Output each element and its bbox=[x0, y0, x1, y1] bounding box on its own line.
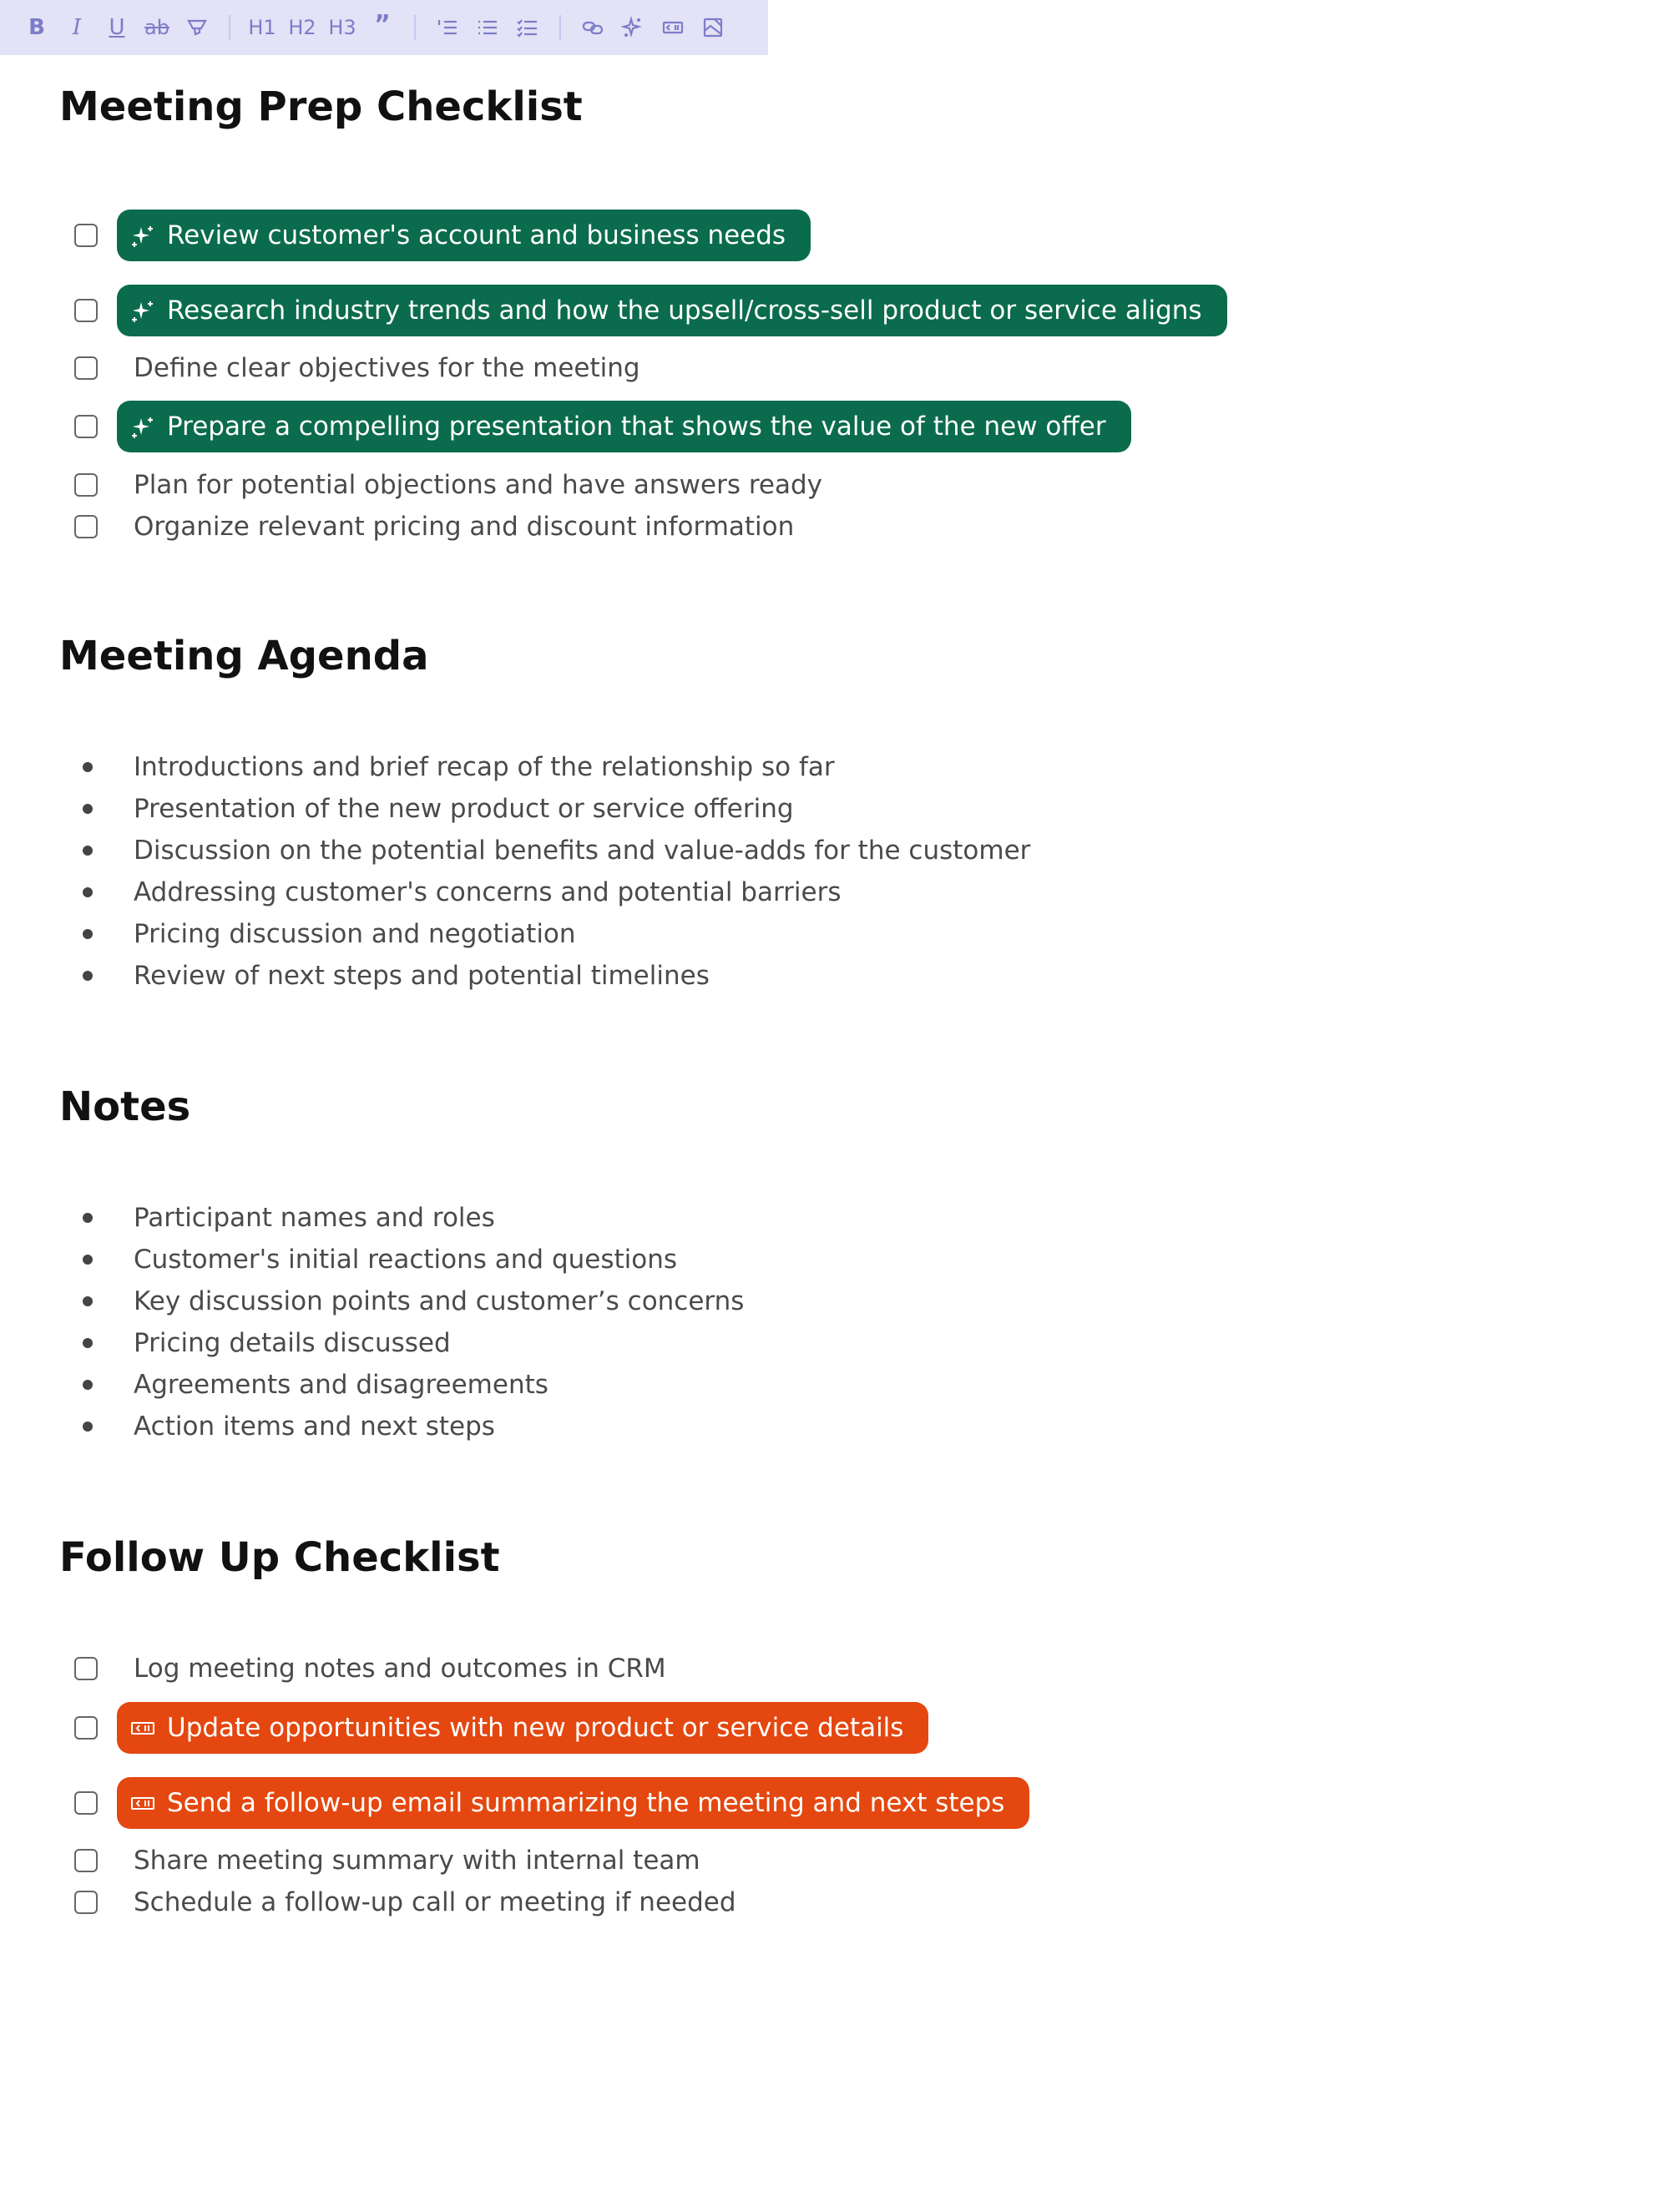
strikethrough-button[interactable]: ab bbox=[144, 16, 169, 39]
list-item-label: Customer's initial reactions and questions bbox=[134, 1245, 678, 1275]
bullet bbox=[83, 887, 93, 897]
checklist-item-label: Review customer's account and business needs bbox=[167, 220, 786, 250]
checkbox[interactable] bbox=[74, 473, 98, 497]
checkbox[interactable] bbox=[74, 415, 98, 438]
list-item bbox=[0, 1406, 1586, 1447]
action-pill[interactable] bbox=[117, 1702, 928, 1754]
list-item-label: Addressing customer's concerns and potential barriers bbox=[134, 877, 842, 907]
link-button[interactable] bbox=[573, 8, 613, 48]
checklist-item bbox=[0, 347, 1586, 389]
checklist-item bbox=[0, 290, 1586, 331]
list-item-label: Discussion on the potential benefits and value-adds for the customer bbox=[134, 836, 1031, 866]
checkbox[interactable] bbox=[74, 299, 98, 322]
checkbox[interactable] bbox=[74, 1791, 98, 1815]
checklist-icon bbox=[516, 16, 539, 39]
list-item-label: Agreements and disagreements bbox=[134, 1370, 548, 1400]
bullet bbox=[83, 971, 93, 981]
list-item-label: Review of next steps and potential timelines bbox=[134, 961, 710, 991]
numbered-list-button[interactable] bbox=[427, 8, 468, 48]
checklist-item bbox=[0, 464, 1586, 506]
list-item-label: Key discussion points and customer’s concerns bbox=[134, 1286, 745, 1316]
list-item bbox=[0, 955, 1586, 997]
list-item bbox=[0, 746, 1586, 788]
checklist-item bbox=[0, 1840, 1586, 1881]
checklist-button[interactable] bbox=[508, 8, 548, 48]
bullet bbox=[83, 1380, 93, 1390]
checklist-item bbox=[0, 506, 1586, 548]
ai-suggestion-pill[interactable] bbox=[117, 285, 1227, 336]
checkbox[interactable] bbox=[74, 356, 98, 380]
bullet-list-icon bbox=[476, 16, 499, 39]
list-item bbox=[0, 913, 1586, 955]
link-icon bbox=[581, 16, 604, 39]
heading-group bbox=[242, 4, 402, 51]
checkbox[interactable] bbox=[74, 1849, 98, 1872]
highlight-button[interactable] bbox=[177, 8, 217, 48]
checklist-item-label: Define clear objectives for the meeting bbox=[134, 353, 640, 383]
toolbar-divider bbox=[229, 15, 230, 40]
checklist-item-label: Share meeting summary with internal team bbox=[134, 1846, 700, 1876]
toolbar-divider bbox=[414, 15, 416, 40]
section-heading-follow-up: Follow Up Checklist bbox=[59, 1534, 500, 1581]
section-heading-meeting-prep: Meeting Prep Checklist bbox=[59, 83, 583, 130]
checkbox[interactable] bbox=[74, 1657, 98, 1680]
bullet bbox=[83, 846, 93, 856]
checklist-item-label: Plan for potential objections and have answers ready bbox=[134, 470, 823, 500]
list-item-label: Introductions and brief recap of the relationship so far bbox=[134, 752, 835, 782]
list-item bbox=[0, 1197, 1586, 1239]
checklist-item-label: Send a follow-up email summarizing the meeting and next steps bbox=[167, 1788, 1005, 1818]
numbered-list-icon bbox=[436, 16, 459, 39]
ai-sparkle-icon bbox=[129, 412, 157, 441]
ai-suggestion-pill[interactable] bbox=[117, 210, 811, 261]
bold-button[interactable]: B bbox=[28, 15, 45, 40]
checklist-item-label: Prepare a compelling presentation that shows the value of the new offer bbox=[167, 412, 1106, 442]
checkbox[interactable] bbox=[74, 515, 98, 538]
embed-button[interactable] bbox=[653, 8, 693, 48]
bullet bbox=[83, 1255, 93, 1265]
checkbox[interactable] bbox=[74, 224, 98, 247]
action-pill[interactable] bbox=[117, 1777, 1029, 1829]
list-item-label: Participant names and roles bbox=[134, 1203, 495, 1233]
checklist-item bbox=[0, 1782, 1586, 1824]
list-item bbox=[0, 871, 1586, 913]
toolbar-divider bbox=[559, 15, 561, 40]
embed-icon bbox=[661, 16, 685, 39]
checklist-item-label: Schedule a follow-up call or meeting if needed bbox=[134, 1887, 736, 1917]
embed-icon bbox=[129, 1789, 157, 1817]
list-item-label: Pricing discussion and negotiation bbox=[134, 919, 576, 949]
bullet bbox=[83, 1213, 93, 1223]
underline-button[interactable]: U bbox=[109, 15, 125, 40]
list-item bbox=[0, 788, 1586, 830]
formatting-toolbar bbox=[0, 0, 768, 55]
ai-suggestion-pill[interactable] bbox=[117, 401, 1131, 452]
list-group bbox=[427, 8, 548, 48]
checklist-item-label: Log meeting notes and outcomes in CRM bbox=[134, 1654, 666, 1684]
list-item bbox=[0, 1364, 1586, 1406]
list-item bbox=[0, 1322, 1586, 1364]
section-heading-meeting-agenda: Meeting Agenda bbox=[59, 633, 429, 679]
ai-sparkle-icon bbox=[129, 296, 157, 325]
heading-2-button[interactable]: H2 bbox=[288, 16, 316, 39]
list-item bbox=[0, 830, 1586, 871]
list-item-label: Action items and next steps bbox=[134, 1412, 495, 1442]
italic-button[interactable]: I bbox=[72, 15, 82, 40]
ai-sparkle-icon bbox=[129, 221, 157, 250]
checklist-item-label: Research industry trends and how the upsell/cross-sell product or service aligns bbox=[167, 295, 1202, 326]
list-item-label: Presentation of the new product or service offering bbox=[134, 794, 794, 824]
list-item bbox=[0, 1239, 1586, 1280]
checklist-item-label: Organize relevant pricing and discount information bbox=[134, 512, 795, 542]
bullet bbox=[83, 1422, 93, 1432]
checklist-item bbox=[0, 406, 1586, 447]
quote-button[interactable]: ” bbox=[374, 9, 391, 39]
text-style-group bbox=[17, 8, 217, 48]
bullet-list-button[interactable] bbox=[468, 8, 508, 48]
checklist-item bbox=[0, 215, 1586, 256]
checklist-item-label: Update opportunities with new product or service details bbox=[167, 1713, 904, 1743]
heading-1-button[interactable]: H1 bbox=[248, 16, 276, 39]
embed-icon bbox=[129, 1714, 157, 1742]
list-item bbox=[0, 1280, 1586, 1322]
list-item-label: Pricing details discussed bbox=[134, 1328, 451, 1358]
image-icon bbox=[701, 16, 725, 39]
heading-3-button[interactable]: H3 bbox=[328, 16, 356, 39]
bullet bbox=[83, 762, 93, 772]
section-heading-notes: Notes bbox=[59, 1083, 191, 1130]
checklist-item bbox=[0, 1648, 1586, 1689]
bullet bbox=[83, 1296, 93, 1306]
bullet bbox=[83, 929, 93, 939]
highlight-icon bbox=[185, 16, 209, 39]
bullet bbox=[83, 1338, 93, 1348]
image-button[interactable] bbox=[693, 8, 733, 48]
insert-group bbox=[573, 8, 733, 48]
checkbox[interactable] bbox=[74, 1891, 98, 1914]
checklist-item bbox=[0, 1707, 1586, 1749]
ai-sparkle-icon bbox=[621, 16, 645, 39]
bullet bbox=[83, 804, 93, 814]
ai-assist-button[interactable] bbox=[613, 8, 653, 48]
checklist-item bbox=[0, 1881, 1586, 1923]
checkbox[interactable] bbox=[74, 1716, 98, 1740]
